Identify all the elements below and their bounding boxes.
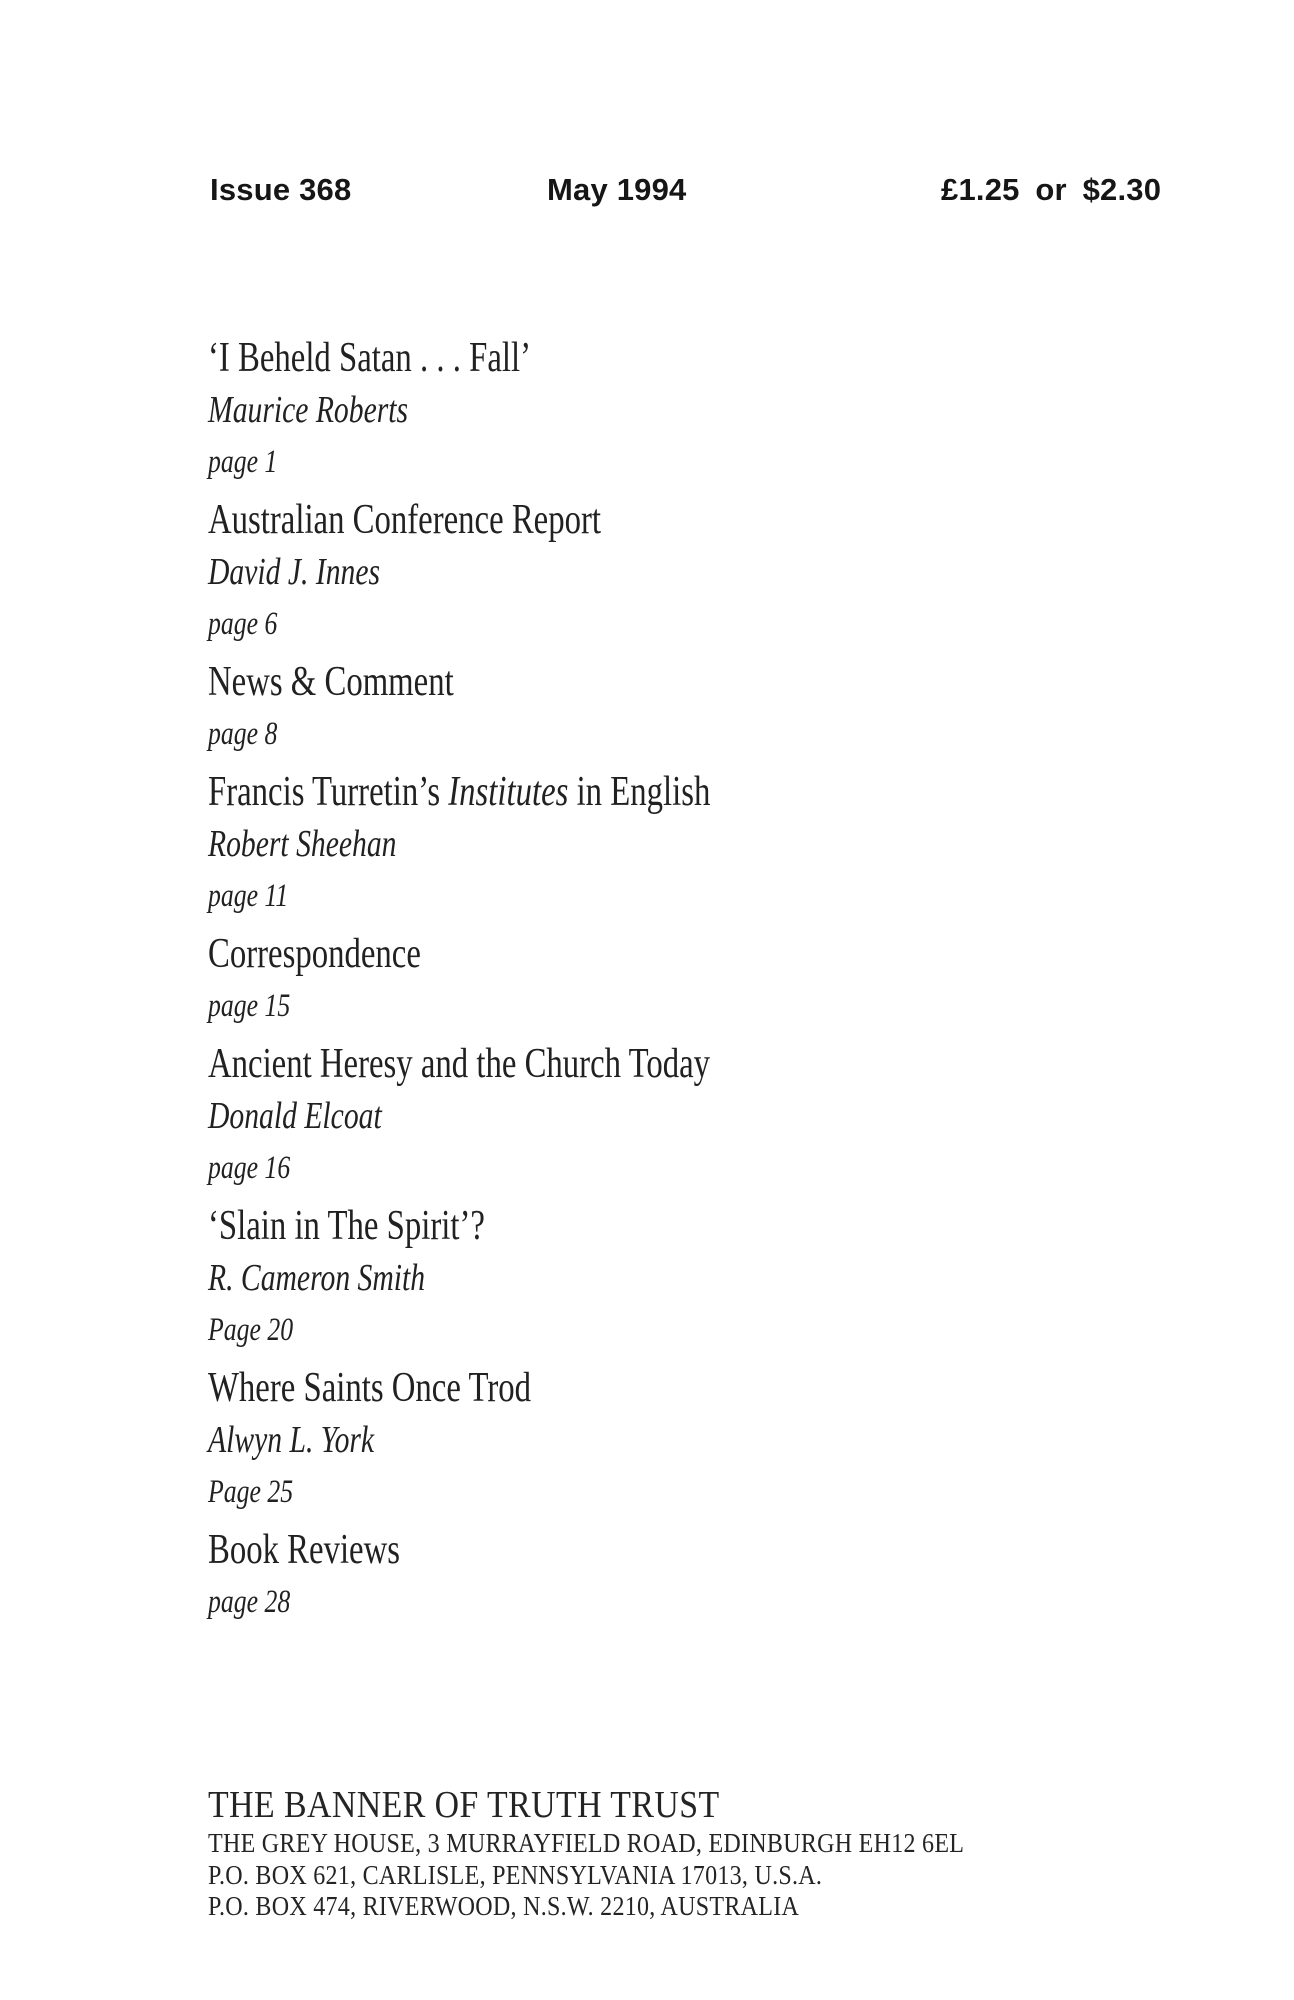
article-page-number: page 28 bbox=[208, 1584, 291, 1620]
publisher-address-line: P.O. BOX 621, CARLISLE, PENNSYLVANIA 17013, U.S.A. bbox=[208, 1859, 823, 1890]
title-italic-segment: Institutes bbox=[448, 769, 569, 815]
article-title: News & Comment bbox=[208, 659, 454, 705]
article-title: ‘Slain in The Spirit’? bbox=[208, 1203, 485, 1249]
article-page-number: page 16 bbox=[208, 1150, 291, 1186]
article-author: R. Cameron Smith bbox=[208, 1257, 426, 1299]
title-segment: Francis Turretin’s bbox=[208, 769, 449, 815]
article-title bbox=[208, 766, 972, 818]
issue-date: May 1994 bbox=[547, 172, 687, 207]
title-segment: in English bbox=[568, 769, 711, 815]
article-author: Alwyn L. York bbox=[208, 1419, 375, 1461]
article-title: Where Saints Once Trod bbox=[208, 1365, 532, 1411]
issue-info-bar bbox=[0, 171, 1294, 211]
issue-number: Issue 368 bbox=[210, 172, 352, 207]
article-title: Book Reviews bbox=[208, 1527, 401, 1573]
article-author: Robert Sheehan bbox=[208, 823, 397, 865]
publisher-name: THE BANNER OF TRUTH TRUST bbox=[208, 1784, 720, 1826]
publisher-block bbox=[208, 1782, 1098, 1923]
toc-entry bbox=[208, 928, 972, 1032]
toc-entry bbox=[208, 1362, 972, 1518]
toc-entry bbox=[208, 1038, 972, 1194]
article-page-number: page 8 bbox=[208, 716, 278, 752]
article-page-number: page 6 bbox=[208, 606, 278, 642]
article-page-number: Page 25 bbox=[208, 1474, 294, 1510]
article-page-number: page 1 bbox=[208, 444, 278, 480]
publisher-address-line: P.O. BOX 474, RIVERWOOD, N.S.W. 2210, AUSTRALIA bbox=[208, 1891, 800, 1921]
article-page-number: page 15 bbox=[208, 988, 291, 1024]
article-author: Maurice Roberts bbox=[208, 389, 409, 431]
article-title: ‘I Beheld Satan . . . Fall’ bbox=[208, 335, 531, 381]
toc-entry bbox=[208, 1524, 972, 1628]
toc-entry bbox=[208, 494, 972, 650]
article-page-number: page 11 bbox=[208, 878, 289, 914]
publisher-address-line: THE GREY HOUSE, 3 MURRAYFIELD ROAD, EDINBURGH EH12 6EL bbox=[208, 1828, 965, 1858]
toc-entry bbox=[208, 1200, 972, 1356]
table-of-contents bbox=[208, 332, 972, 1634]
article-title: Australian Conference Report bbox=[208, 497, 601, 543]
article-author: Donald Elcoat bbox=[208, 1095, 382, 1137]
toc-entry bbox=[208, 766, 972, 922]
toc-entry bbox=[208, 332, 972, 488]
article-title: Correspondence bbox=[208, 931, 421, 977]
issue-price: £1.25 or $2.30 bbox=[941, 172, 1162, 207]
article-title: Ancient Heresy and the Church Today bbox=[208, 1041, 711, 1087]
article-author: David J. Innes bbox=[208, 551, 381, 593]
toc-entry bbox=[208, 656, 972, 760]
article-page-number: Page 20 bbox=[208, 1312, 294, 1348]
